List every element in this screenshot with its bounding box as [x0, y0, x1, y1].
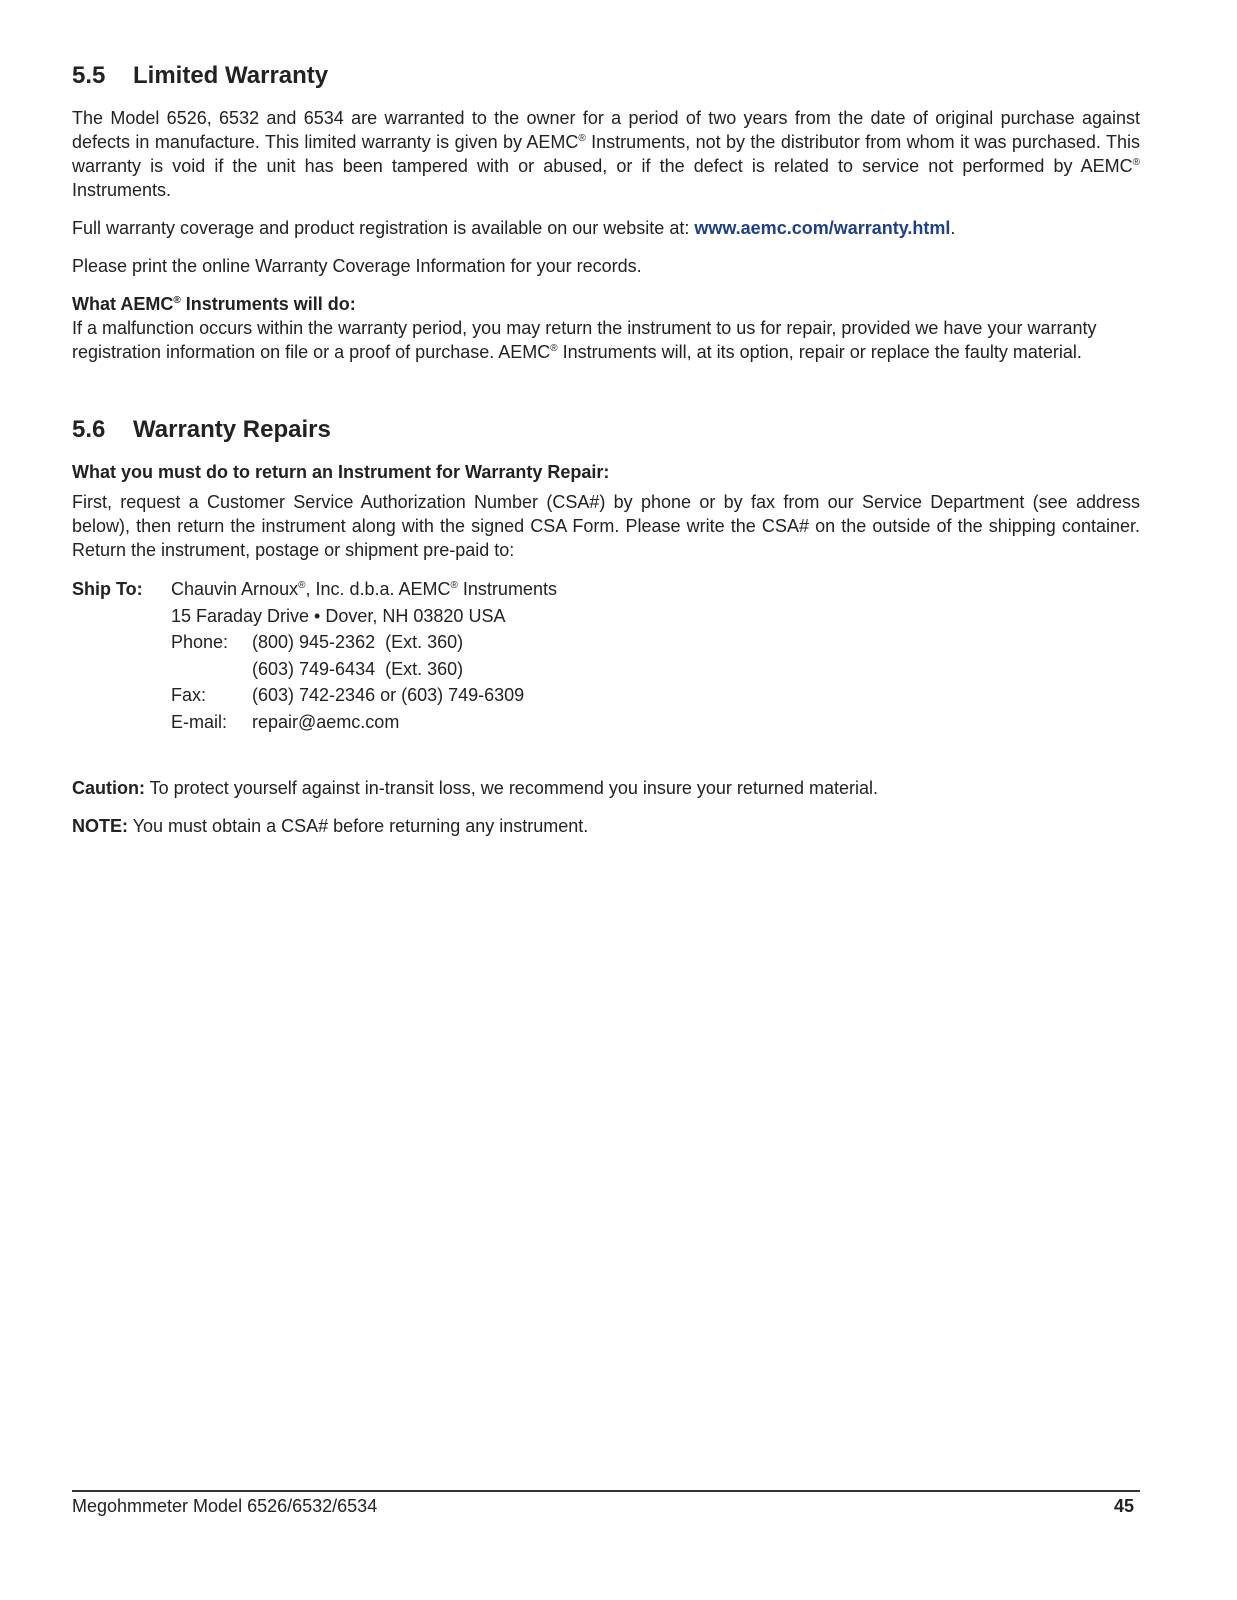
section-heading-limited-warranty	[72, 62, 1140, 90]
print-info-paragraph: Please print the online Warranty Coverage Information for your records.	[72, 256, 642, 276]
section-number: 5.5	[72, 62, 106, 89]
phone-row-2	[171, 656, 557, 683]
section-heading-warranty-repairs	[72, 416, 1140, 444]
fax-label: Fax:	[171, 685, 207, 706]
phone-row	[171, 629, 557, 656]
text-run: You must obtain a CSA# before returning any instrument.	[128, 815, 589, 836]
caution-paragraph	[72, 776, 1140, 800]
note-paragraph	[72, 814, 1140, 838]
section-number: 5.6	[72, 416, 106, 443]
text-run: , Inc. d.b.a. AEMC	[305, 579, 451, 599]
footer-title: Megohmmeter Model 6526/6532/6534	[72, 1496, 378, 1516]
text-run: Instruments.	[72, 180, 172, 200]
section-title: Limited Warranty	[133, 62, 329, 89]
text-run: Instruments will do:	[180, 294, 356, 314]
registered-mark: ®	[173, 295, 181, 306]
ship-to-block	[72, 576, 1140, 736]
spacer	[171, 656, 252, 683]
text-run: .	[950, 218, 956, 238]
email-label: E-mail:	[171, 711, 228, 732]
caution-label: Caution:	[72, 777, 145, 798]
registered-mark: ®	[1132, 157, 1140, 168]
registered-mark: ®	[450, 580, 458, 591]
page-number: 45	[1113, 1496, 1134, 1516]
coverage-paragraph	[72, 216, 1140, 240]
return-instructions-heading: What you must do to return an Instrument for Warranty Repair:	[72, 462, 610, 482]
email-row	[171, 709, 557, 736]
text-run: The Model 6526, 6532 and 6534 are warranted to the owner for a period of two years from the date of original purchase against defects in manufacture. This limited warranty is given by AEMC	[72, 108, 1140, 152]
text-run: Instruments will, at its option, repair or replace the faulty material.	[557, 342, 1082, 362]
text-run: Instruments, not by the distributor from whom it was purchased. This warranty is void if the unit has been tampered with or abused, or if the defect is related to service not performed by AEMC	[72, 132, 1140, 176]
text-run: Chauvin Arnoux	[171, 579, 299, 599]
page-content	[72, 62, 1140, 852]
fax-row	[171, 682, 557, 709]
text-run: What AEMC	[72, 294, 174, 314]
warranty-link[interactable]: www.aemc.com/warranty.html	[694, 218, 951, 238]
ship-to-label: Ship To:	[72, 579, 143, 599]
registered-mark: ®	[578, 133, 586, 144]
phone-number-1: (800) 945-2362 (Ext. 360)	[252, 632, 464, 653]
will-do-paragraph	[72, 316, 1140, 364]
return-paragraph: First, request a Customer Service Authorization Number (CSA#) by phone or by fax from our Service Department (see address below), then return the instrument along with the signed CSA Form. Please write the CSA# on the outside of the shipping container. Return the instrument, postage or shipment pre-paid to:	[72, 492, 1140, 560]
street-address: 15 Faraday Drive • Dover, NH 03820 USA	[171, 605, 506, 626]
page-footer	[72, 1490, 1140, 1517]
text-run: If a malfunction occurs within the warranty period, you may return the instrument to us for repair, provided we have your warranty registration information on file or a proof of purchase. AEMC	[72, 318, 1097, 362]
will-do-heading	[72, 292, 1140, 316]
text-run: Full warranty coverage and product registration is available on our website at:	[72, 218, 695, 238]
note-label: NOTE:	[72, 815, 128, 836]
text-run: To protect yourself against in-transit loss, we recommend you insure your returned material.	[144, 777, 878, 798]
warranty-paragraph	[72, 106, 1140, 202]
section-title: Warranty Repairs	[133, 416, 331, 443]
company-name	[171, 576, 557, 603]
phone-number-2: (603) 749-6434 (Ext. 360)	[252, 658, 464, 679]
ship-to-details	[171, 576, 557, 736]
phone-label: Phone:	[171, 632, 229, 653]
text-run: Instruments	[457, 579, 557, 599]
registered-mark: ®	[550, 343, 558, 354]
email-address[interactable]: repair@aemc.com	[252, 711, 400, 732]
fax-numbers: (603) 742-2346 or (603) 749-6309	[252, 685, 525, 706]
registered-mark: ®	[298, 580, 306, 591]
